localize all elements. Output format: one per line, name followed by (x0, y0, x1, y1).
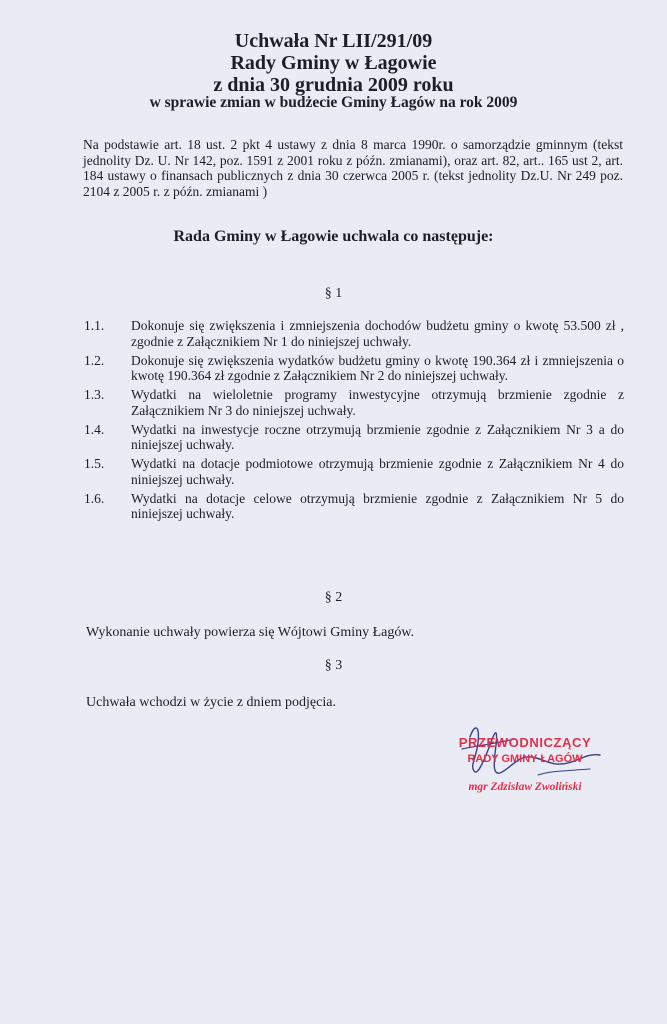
stamp-title: PRZEWODNICZĄCY (458, 735, 592, 750)
item-text: Wydatki na dotacje celowe otrzymują brzmienie zgodnie z Załącznikiem Nr 5 do niniejszej uchwały. (131, 490, 624, 522)
item-number: 1.1. (84, 318, 105, 333)
section-2-mark: § 2 (324, 590, 343, 605)
item-number: 1.3. (84, 387, 105, 403)
section-2-text: Wykonanie uchwały powierza się Wójtowi Gminy Łagów. (86, 625, 415, 640)
section-3-mark: § 3 (324, 658, 343, 673)
item-text: Wydatki na inwestycje roczne otrzymują brzmienie zgodnie z Załącznikiem Nr 3 a do niniejszej uchwały. (131, 421, 624, 453)
official-stamp (440, 735, 610, 795)
item-text: Wydatki na dotacje podmiotowe otrzymują brzmienie zgodnie z Załącznikiem Nr 4 do niniejszej uchwały. (131, 456, 624, 487)
item-number: 1.5. (84, 456, 105, 472)
item-text: Dokonuje się zwiększenia wydatków budżetu gminy o kwotę 190.364 zł i zmniejszenia o kwotę 190.364 zł zgodnie z Załącznikiem Nr 2 do niniejszej uchwały. (131, 352, 624, 384)
council-name: Rady Gminy w Łagowie (230, 52, 437, 74)
list-item (84, 318, 624, 349)
decree-heading: Rada Gminy w Łagowie uchwala co następuje: (173, 228, 494, 245)
list-item (84, 456, 624, 487)
item-text: Wydatki na wieloletnie programy inwestycyjne otrzymują brzmienie zgodnie z Załącznikiem Nr 3 do niniejszej uchwały. (131, 387, 624, 418)
item-number: 1.6. (84, 490, 105, 506)
section-1-items (84, 318, 624, 525)
list-item (84, 387, 624, 418)
item-number: 1.4. (84, 421, 105, 437)
section-3-text: Uchwała wchodzi w życie z dniem podjęcia. (86, 695, 336, 710)
resolution-date: z dnia 30 grudnia 2009 roku (213, 74, 454, 96)
item-number: 1.2. (84, 352, 105, 368)
list-item (84, 422, 624, 453)
stamp-council: RADY GMINY ŁAGÓW (467, 753, 583, 765)
list-item (84, 353, 624, 384)
section-1-mark: § 1 (324, 286, 343, 301)
list-item (84, 491, 624, 522)
legal-basis-paragraph: Na podstawie art. 18 ust. 2 pkt 4 ustawy z dnia 8 marca 1990r. o samorządzie gminnym (tekst jednolity Dz. U. Nr 142, poz. 1591 z 2001 roku z późn. zmianami), oraz art. 82, art.. 165 ust 2, art. 184 ustawy o finansach publicznych z dnia 30 czerwca 2005 r. (tekst jednolity Dz.U. Nr 249 poz. 2104 z 2005 r. z późn. zmianami ) (83, 137, 623, 199)
resolution-subject: w sprawie zmian w budżecie Gminy Łagów na rok 2009 (149, 94, 518, 111)
resolution-number: Uchwała Nr LII/291/09 (234, 30, 433, 52)
item-text: Dokonuje się zwiększenia i zmniejszenia dochodów budżetu gminy o kwotę 53.500 zł , zgodnie z Załącznikiem Nr 1 do niniejszej uchwały. (131, 318, 624, 349)
stamp-signatory: mgr Zdzisław Zwoliński (468, 781, 582, 793)
